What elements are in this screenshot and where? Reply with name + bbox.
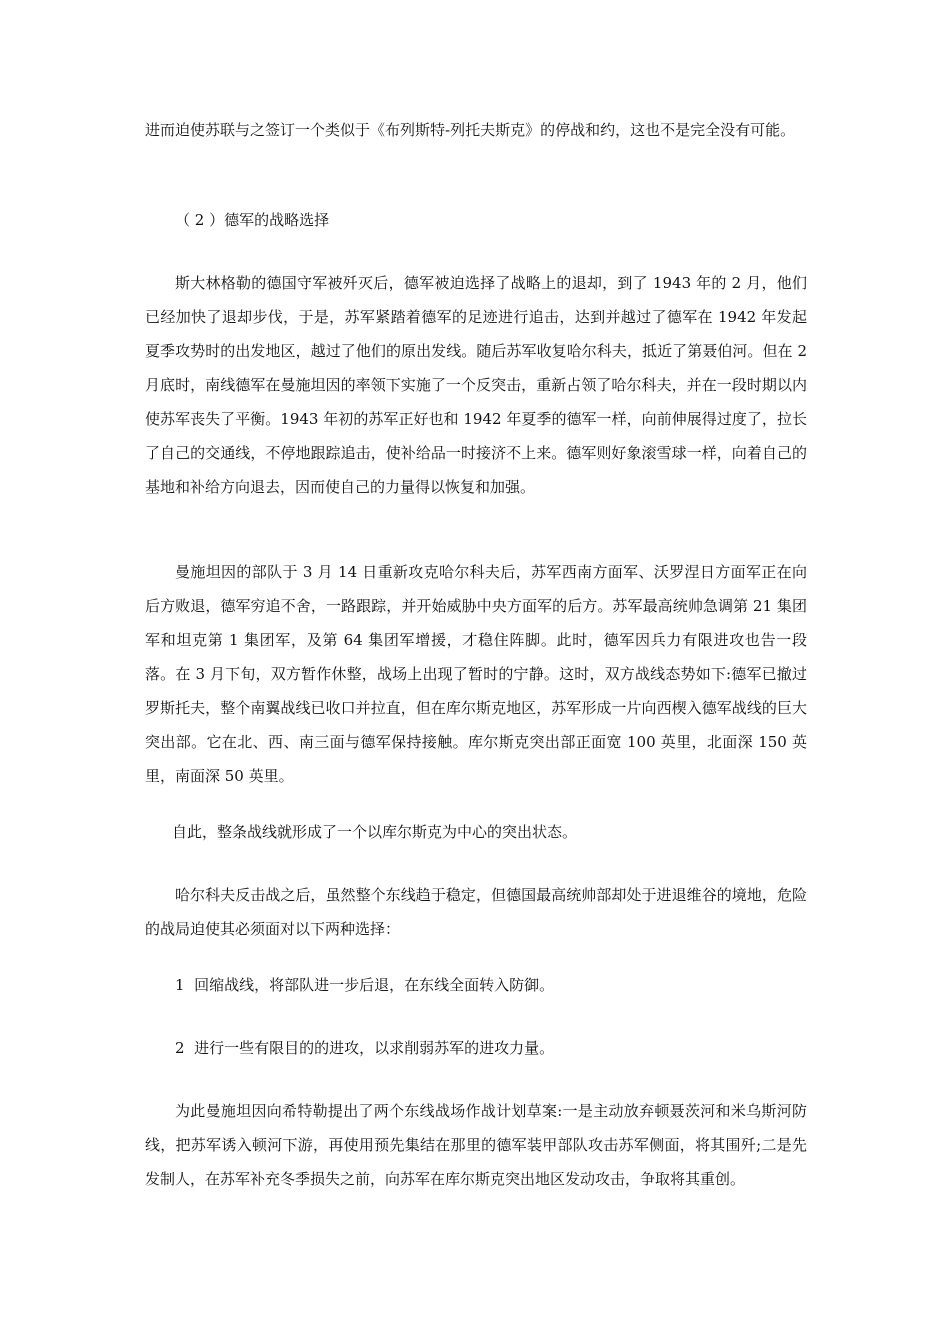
list-item-option-2: 2 进行一些有限目的的进攻，以求削弱苏军的进攻力量。 bbox=[175, 1039, 555, 1057]
paragraph-salient: 自此，整条战线就形成了一个以库尔斯克为中心的突出状态。 bbox=[172, 823, 578, 841]
paragraph-manstein-plans: 为此曼施坦因向希特勒提出了两个东线战场作战计划草案:一是主动放弃顿聂茨河和米乌斯河防线，把苏军诱入顿河下游，再使用预先集结在那里的德军装甲部队攻击苏军侧面，将其围歼;二是先发制人，在苏军补充冬季损失之前，向苏军在库尔斯克突出地区发动攻击，争取将其重创。 bbox=[145, 1102, 807, 1188]
section-heading: （ 2 ）德军的战略选择 bbox=[175, 211, 330, 229]
paragraph-dilemma: 哈尔科夫反击战之后，虽然整个东线趋于稳定，但德国最高统帅部却处于进退维谷的境地，危险的战局迫使其必须面对以下两种选择： bbox=[145, 886, 807, 938]
list-item-option-1: 1 回缩战线，将部队进一步后退，在东线全面转入防御。 bbox=[175, 976, 555, 994]
paragraph-continuation: 进而迫使苏联与之签订一个类似于《布列斯特-列托夫斯克》的停战和约，这也不是完全没有可能。 bbox=[145, 121, 796, 139]
paragraph-stalingrad: 斯大林格勒的德国守军被歼灭后，德军被迫选择了战略上的退却，到了 1943 年的 2 月，他们已经加快了退却步伐，于是，苏军紧踏着德军的足迹进行追击，达到并越过了德军在 1942 年发起夏季攻势时的出发地区，越过了他们的原出发线。随后苏军收复哈尔科夫，抵近了第聂伯河。但在 2 月底时，南线德军在曼施坦因的率领下实施了一个反突击，重新占领了哈尔科夫，并在一段时期以内使苏军丧失了平衡。1943 年初的苏军正好也和 1942 年夏季的德军一样，向前伸展得过度了，拉长了自己的交通线，不停地跟踪追击，使补给品一时接济不上来。德军则好象滚雪球一样，向着自己的基地和补给方向退去，因而使自己的力量得以恢复和加强。 bbox=[145, 274, 812, 496]
paragraph-kharkov: 曼施坦因的部队于 3 月 14 日重新攻克哈尔科夫后，苏军西南方面军、沃罗涅日方面军正在向后方败退，德军穷追不舍，一路跟踪，并开始威胁中央方面军的后方。苏军最高统帅急调第 21 集团军和坦克第 1 集团军，及第 64 集团军增援，才稳住阵脚。此时，德军因兵力有限进攻也告一段落。在 3 月下旬，双方暂作休整，战场上出现了暂时的宁静。这时，双方战线态势如下:德军已撤过罗斯托夫，整个南翼战线已收口并拉直，但在库尔斯克地区，苏军形成一片向西楔入德军战线的巨大突出部。它在北、西、南三面与德军保持接触。库尔斯克突出部正面宽 100 英里，北面深 150 英里，南面深 50 英里。 bbox=[145, 563, 807, 785]
